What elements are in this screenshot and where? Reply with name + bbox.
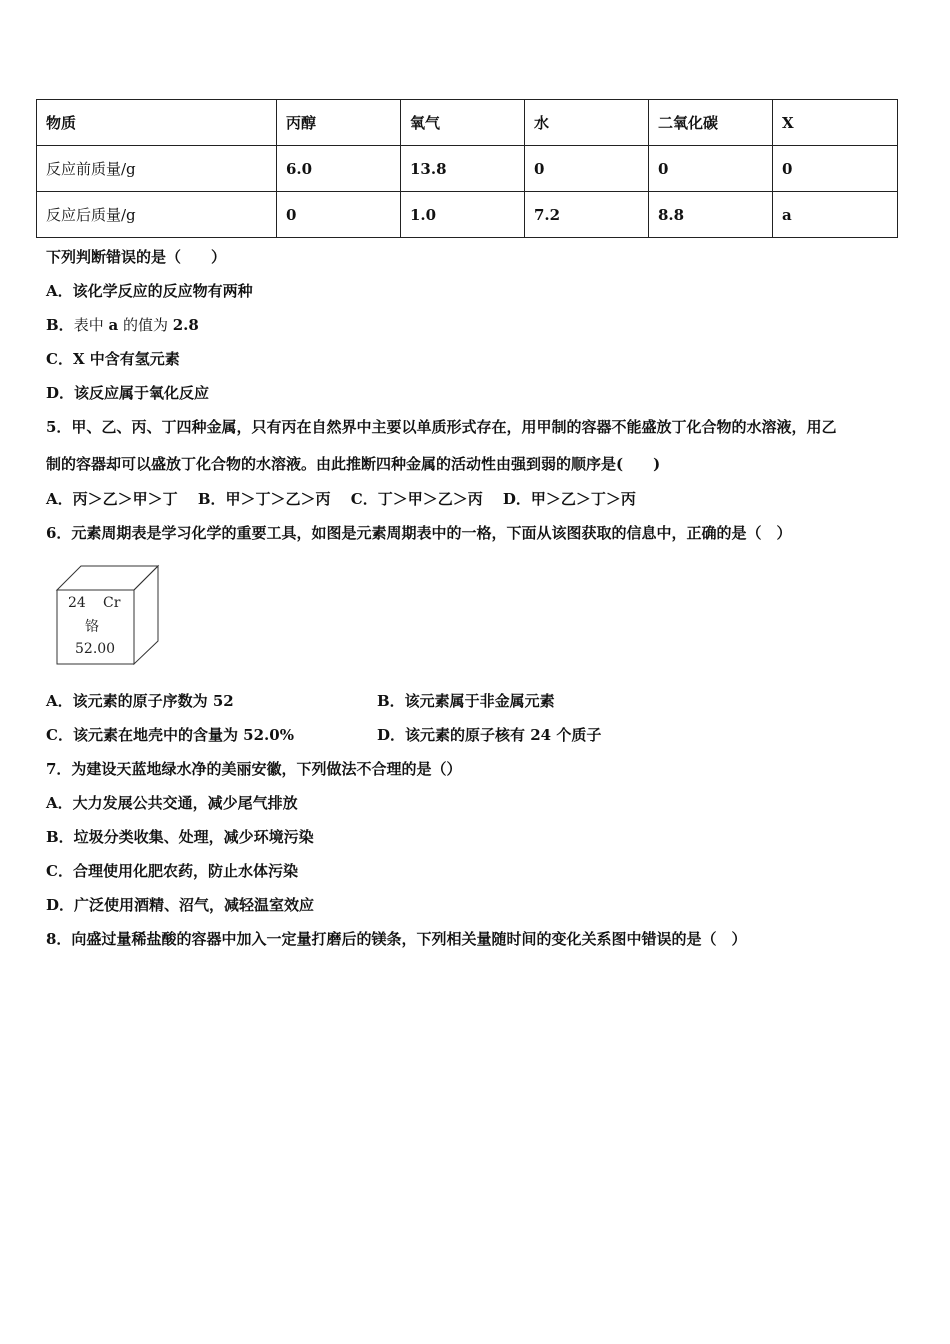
q4-option-c: C．X 中含有氢元素 <box>46 350 180 368</box>
q7-option-b: B．垃圾分类收集、处理，减少环境污染 <box>46 828 314 846</box>
q6-stem: 6．元素周期表是学习化学的重要工具，如图是元素周期表中的一格，下面从该图获取的信息中，正确的是（ ） <box>46 524 792 542</box>
table-cell: 7.2 <box>525 192 649 238</box>
q5-stem-line2: 制的容器却可以盛放丁化合物的水溶液。由此推断四种金属的活动性由强到弱的顺序是( ) <box>46 455 661 473</box>
q8-stem: 8．向盛过量稀盐酸的容器中加入一定量打磨后的镁条，下列相关量随时间的变化关系图中错误的是（ ） <box>46 930 747 948</box>
table-cell: 0 <box>649 146 773 192</box>
atomic-number: 24 <box>68 595 86 611</box>
q4-option-b-text1: 表中 <box>73 316 109 334</box>
table-header-cell: 丙醇 <box>277 100 401 146</box>
q4-option-b-var: a <box>108 316 119 334</box>
table-cell: 0 <box>525 146 649 192</box>
table-header-cell: 氧气 <box>401 100 525 146</box>
q4-option-b-num: 2.8 <box>172 316 199 334</box>
q5-options: A．丙＞乙＞甲＞丁 B．甲＞丁＞乙＞丙 C．丁＞甲＞乙＞丙 D．甲＞乙＞丁＞丙 <box>46 490 636 508</box>
q6-option-a: A．该元素的原子序数为 52 <box>46 692 234 710</box>
q7-option-a: A．大力发展公共交通，减少尾气排放 <box>46 794 298 812</box>
table-header-row <box>37 100 898 146</box>
element-symbol: Cr <box>103 595 121 611</box>
table-row <box>37 192 898 238</box>
element-name: 铬 <box>85 619 99 635</box>
q4-option-a: A．该化学反应的反应物有两种 <box>46 282 253 300</box>
row-label: 反应后质量/g <box>37 192 277 238</box>
periodic-cell-figure <box>54 563 162 666</box>
table-header-cell: X <box>773 100 898 146</box>
q4-option-b <box>46 314 199 335</box>
row-label: 反应前质量/g <box>37 146 277 192</box>
table-cell: a <box>773 192 898 238</box>
table-header-cell: 物质 <box>37 100 277 146</box>
table-cell: 0 <box>773 146 898 192</box>
q7-option-d: D．广泛使用酒精、沼气，减轻温室效应 <box>46 896 315 914</box>
table-cell: 13.8 <box>401 146 525 192</box>
q6-option-d: D．该元素的原子核有 24 个质子 <box>377 726 602 744</box>
mass-data-table <box>36 99 898 238</box>
table-header-cell: 二氧化碳 <box>649 100 773 146</box>
q7-option-c: C．合理使用化肥农药，防止水体污染 <box>46 862 298 880</box>
table-cell: 1.0 <box>401 192 525 238</box>
atomic-mass: 52.00 <box>75 641 116 657</box>
q6-option-b: B．该元素属于非金属元素 <box>377 692 555 710</box>
q4-option-b-text2: 的值为 <box>118 316 173 334</box>
table-cell: 6.0 <box>277 146 401 192</box>
q4-stem: 下列判断错误的是（ ） <box>46 248 227 266</box>
table-cell: 8.8 <box>649 192 773 238</box>
table-cell: 0 <box>277 192 401 238</box>
q4-option-b-prefix: B． <box>46 316 74 334</box>
q4-option-d: D．该反应属于氧化反应 <box>46 384 210 402</box>
q7-stem: 7．为建设天蓝地绿水净的美丽安徽，下列做法不合理的是（） <box>46 760 462 778</box>
q6-option-c: C．该元素在地壳中的含量为 52.0% <box>46 726 294 744</box>
q5-stem-line1: 5．甲、乙、丙、丁四种金属，只有丙在自然界中主要以单质形式存在，用甲制的容器不能盛放丁化合物的水溶液，用乙 <box>46 418 837 436</box>
table-row <box>37 146 898 192</box>
table-header-cell: 水 <box>525 100 649 146</box>
